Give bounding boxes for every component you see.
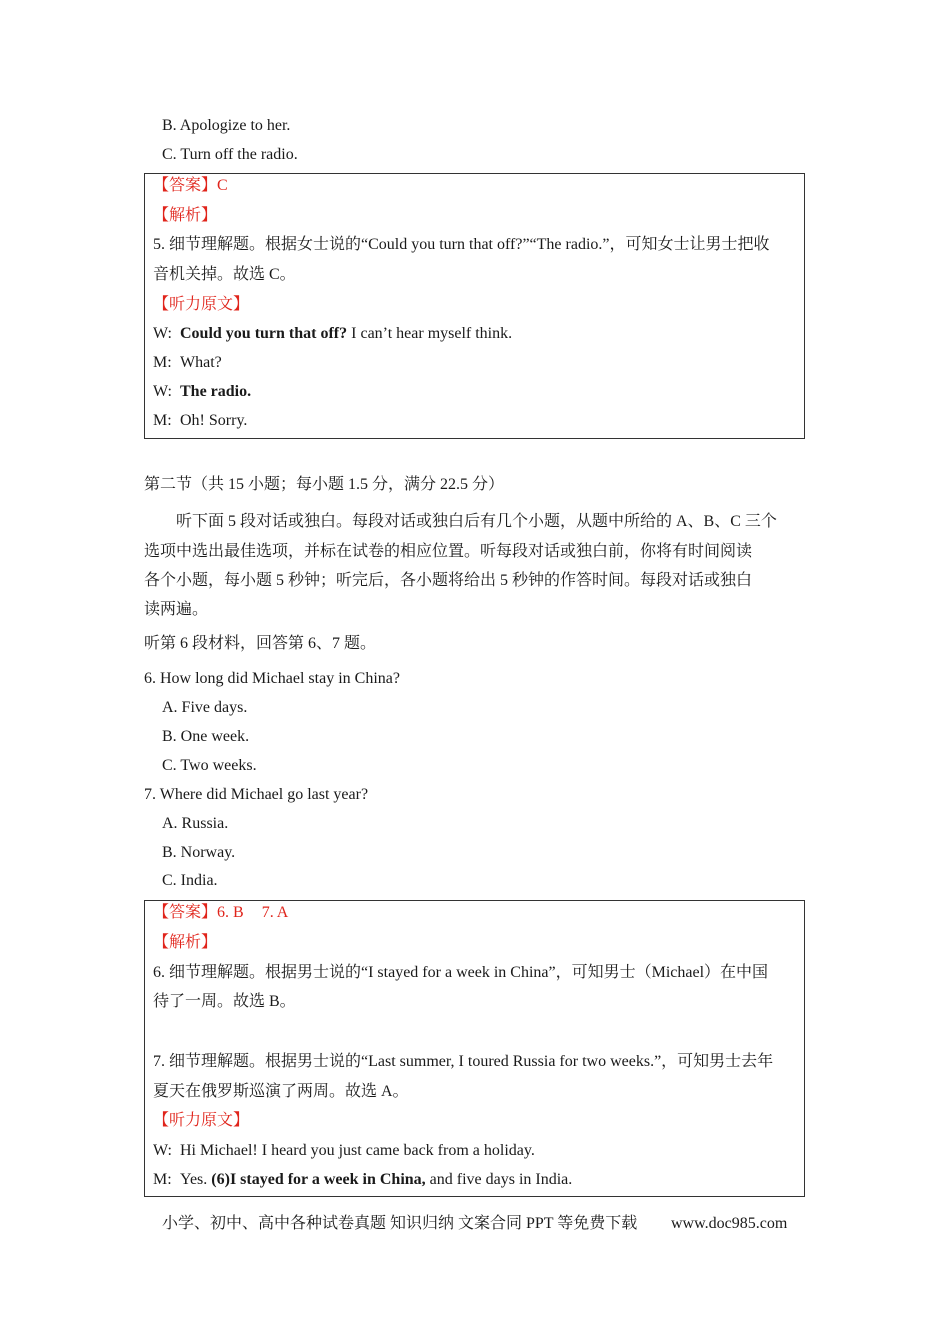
speaker-label: M: (153, 354, 172, 371)
analysis-tag: 【解析】 (153, 934, 218, 951)
answer-value: C (217, 177, 228, 194)
q6-option-a: A. Five days. (162, 699, 248, 716)
answer-box-q5 (144, 173, 805, 439)
dialogue-text: and five days in India. (425, 1171, 573, 1188)
instruction-line-2: 选项中选出最佳选项，并标在试卷的相应位置。听每段对话或独白前，你将有时间阅读 (144, 543, 753, 560)
dialogue-text: Oh! Sorry. (180, 412, 248, 429)
dialogue-line (153, 382, 251, 402)
answer-tag: 【答案】 (153, 904, 218, 921)
dialogue-line (153, 1170, 572, 1190)
section-heading: 第二节（共 15 小题；每小题 1.5 分，满分 22.5 分） (144, 476, 505, 493)
material-note: 听第 6 段材料，回答第 6、7 题。 (144, 635, 377, 652)
instruction-line-3: 各个小题，每小题 5 秒钟；听完后，各小题将给出 5 秒钟的作答时间。每段对话或独白 (144, 572, 753, 589)
analysis-6-line-1: 6. 细节理解题。根据男士说的“I stayed for a week in China”，可知男士（Michael）在中国 (153, 964, 769, 981)
answer-7: 7. A (261, 904, 289, 921)
instruction-line-4: 读两遍。 (144, 601, 209, 618)
footer-url: www.doc985.com (671, 1215, 788, 1232)
q6-option-b: B. One week. (162, 728, 250, 745)
dialogue-text: I can’t hear myself think. (347, 325, 513, 342)
q5-option-b: B. Apologize to her. (162, 117, 291, 134)
speaker-label: M: (153, 1171, 172, 1188)
analysis-line-2: 音机关掉。故选 C。 (153, 266, 296, 283)
q7-option-c: C. India. (162, 872, 218, 889)
q5-option-c: C. Turn off the radio. (162, 146, 298, 163)
q6-stem: 6. How long did Michael stay in China? (144, 670, 400, 687)
answer-box-q6-7 (144, 900, 805, 1197)
dialogue-text: Yes. (180, 1171, 212, 1188)
analysis-7-line-1: 7. 细节理解题。根据男士说的“Last summer, I toured Russia for two weeks.”，可知男士去年 (153, 1053, 774, 1070)
analysis-line-1: 5. 细节理解题。根据女士说的“Could you turn that off?”“The radio.”，可知女士让男士把收 (153, 236, 770, 253)
transcript-tag: 【听力原文】 (153, 296, 250, 313)
dialogue-bold: Could you turn that off? (180, 325, 348, 342)
dialogue-bold: (6)I stayed for a week in China, (211, 1171, 426, 1188)
transcript-tag: 【听力原文】 (153, 1112, 250, 1129)
analysis-6-line-2: 待了一周。故选 B。 (153, 993, 296, 1010)
analysis-7-line-2: 夏天在俄罗斯巡演了两周。故选 A。 (153, 1083, 409, 1100)
analysis-tag: 【解析】 (153, 207, 218, 224)
answer-6: 6. B (217, 904, 244, 921)
speaker-label: M: (153, 412, 172, 429)
q7-option-b: B. Norway. (162, 844, 236, 861)
q7-stem: 7. Where did Michael go last year? (144, 786, 369, 803)
dialogue-line (153, 1141, 535, 1161)
answer-row (153, 903, 288, 923)
dialogue-bold: The radio. (180, 383, 252, 400)
q7-option-a: A. Russia. (162, 815, 229, 832)
dialogue-text: Hi Michael! I heard you just came back from a holiday. (180, 1142, 535, 1159)
dialogue-line (153, 324, 512, 344)
speaker-label: W: (153, 325, 172, 342)
footer-text: 小学、初中、高中各种试卷真题 知识归纳 文案合同 PPT 等免费下载 (162, 1215, 638, 1232)
instruction-line-1: 听下面 5 段对话或独白。每段对话或独白后有几个小题，从题中所给的 A、B、C 三个 (176, 513, 777, 530)
q6-option-c: C. Two weeks. (162, 757, 257, 774)
answer-tag: 【答案】 (153, 177, 218, 194)
speaker-label: W: (153, 383, 172, 400)
answer-row (153, 176, 228, 196)
dialogue-line (153, 353, 222, 373)
speaker-label: W: (153, 1142, 172, 1159)
dialogue-text: What? (180, 354, 222, 371)
dialogue-line (153, 411, 247, 431)
